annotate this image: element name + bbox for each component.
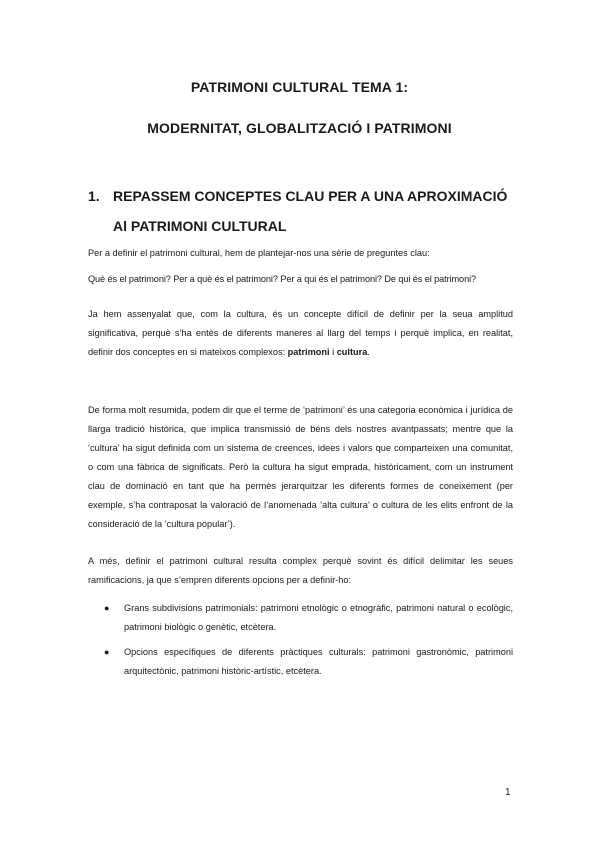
term-cultura: cultura xyxy=(336,347,368,357)
document-title-line2: MODERNITAT, GLOBALITZACIÓ I PATRIMONI xyxy=(147,120,452,136)
list-item-text: Opcions específiques de diferents pràctiques culturals: patrimoni gastronòmic, patrimoni arquitectònic, patrimoni històric-artístic, etcètera. xyxy=(124,647,513,676)
section-heading-text: REPASSEM CONCEPTES CLAU PER A UNA APROXIMACIÓ Al PATRIMONI CULTURAL xyxy=(113,188,508,234)
bullet-list xyxy=(88,599,513,681)
term-patrimoni: patrimoni xyxy=(287,347,330,357)
list-item-text: Grans subdivisions patrimonials: patrimoni etnològic o etnogràfic, patrimoni natural o ecològic, patrimoni biològic o genètic, etcètera. xyxy=(124,603,513,632)
paragraph-intro: Per a definir el patrimoni cultural, hem de plantejar-nos una sèrie de preguntes clau: xyxy=(88,248,430,258)
paragraph-summary: De forma molt resumida, podem dir que el terme de ‘patrimoni’ és una categoria econòmica i jurídica de llarga tradició històrica, que implica transmissió de béns dels nostres avantpassats; mentre que la ‘cultura’ ha sigut definida com un sistema de creences, idees i valors que comparteixen una comunitat, o com una fàbrica de significats. Però la cultura ha sigut emprada, històricament, com un instrument clau de dominació en tant que ha permès jerarquitzar les diferents formes de coneixement (per exemple, s’ha contraposat la valoració de l’anomenada ‘alta cultura’ o cultura de les elits enfront de la consideració de la ‘cultura popular’). xyxy=(88,405,513,529)
list-item xyxy=(88,599,513,637)
list-item xyxy=(88,643,513,681)
bullet-icon: ● xyxy=(104,647,110,657)
period: . xyxy=(367,347,370,357)
paragraph-questions: Què és el patrimoni? Per a què és el patrimoni? Per a qui és el patrimoni? De qui és el patrimoni? xyxy=(88,274,477,284)
paragraph-complexity: A més, definir el patrimoni cultural resulta complex perquè sovint és difícil delimitar les seues ramificacions, ja que s’empren diferents opcions per a definir-ho: xyxy=(88,556,513,585)
section-number: 1. xyxy=(88,188,100,204)
conjunction: i xyxy=(329,347,337,357)
document-title-line1: PATRIMONI CULTURAL TEMA 1: xyxy=(190,79,409,95)
page-number: 1 xyxy=(505,787,511,798)
paragraph-definition-text: Ja hem assenyalat que, com la cultura, és un concepte difícil de definir per la seua amplitud significativa, perquè s’ha entès de diferents maneres al llarg del temps i perquè implica, en realitat, definir dos conceptes en si mateixos complexos: xyxy=(88,309,513,357)
bullet-icon: ● xyxy=(104,603,110,613)
paragraph-definition xyxy=(88,305,513,362)
